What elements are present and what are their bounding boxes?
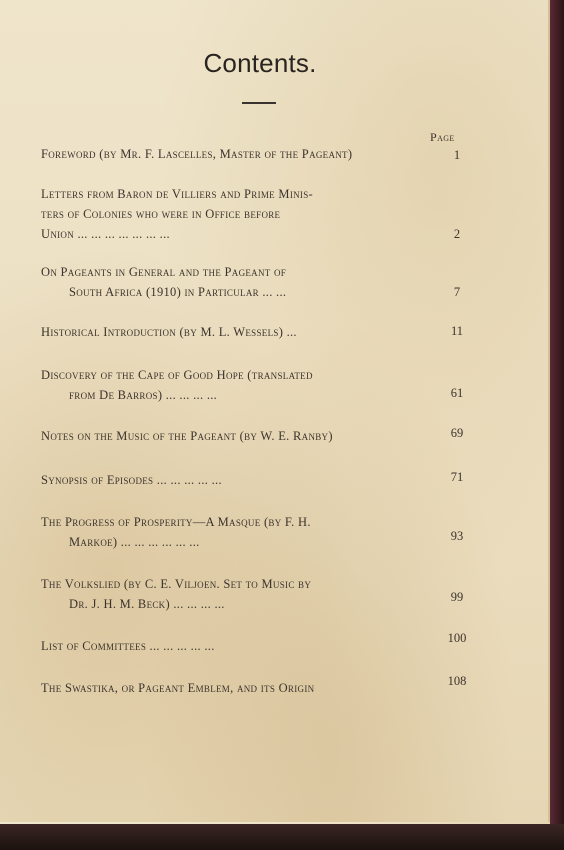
toc-page-number: 93 xyxy=(450,529,464,543)
toc-entry-swastika xyxy=(41,678,436,698)
toc-page-number: 100 xyxy=(447,631,467,645)
toc-page-number: 7 xyxy=(453,285,461,299)
toc-entry-text: Historical Introduction (by M. L. Wessels) ... xyxy=(41,325,297,339)
toc-entry-text: List of Committees ... ... ... ... ... xyxy=(41,639,215,653)
toc-entry-text: The Swastika, or Pageant Emblem, and its Origin xyxy=(41,681,315,695)
page-column-header: Page xyxy=(430,130,455,144)
book-cover-edge xyxy=(550,0,564,850)
toc-entry-text: The Progress of Prosperity—A Masque (by F. H. xyxy=(41,515,311,529)
toc-entry-text: South Africa (1910) in Particular ... ... xyxy=(69,285,287,299)
toc-page-number: 11 xyxy=(450,324,464,338)
toc-entry-pageants xyxy=(41,262,436,302)
toc-entry-text: Markoe) ... ... ... ... ... ... xyxy=(69,535,200,549)
toc-entry-volkslied xyxy=(41,574,436,614)
toc-entry-text: Letters from Baron de Villiers and Prime Minis- xyxy=(41,187,313,201)
toc-entry-progress-of-prosperity xyxy=(41,512,436,552)
toc-page-number: 61 xyxy=(450,386,464,400)
toc-entry-discovery xyxy=(41,365,436,405)
toc-entry-letters xyxy=(41,184,436,244)
toc-page-number: 71 xyxy=(450,470,464,484)
toc-page-number: 1 xyxy=(453,148,461,162)
title-rule xyxy=(242,102,276,104)
toc-entry-text: On Pageants in General and the Pageant of xyxy=(41,265,287,279)
toc-entry-historical-introduction xyxy=(41,322,436,342)
toc-page-number: 69 xyxy=(450,426,464,440)
toc-entry-text: from De Barros) ... ... ... ... xyxy=(69,388,218,402)
toc-entry-music-notes xyxy=(41,426,436,446)
toc-entry-text: Notes on the Music of the Pageant (by W. E. Ranby) xyxy=(41,429,333,443)
toc-page-number: 2 xyxy=(453,227,461,241)
toc-page-number: 108 xyxy=(447,674,467,688)
toc-entry-committees xyxy=(41,636,436,656)
toc-entry-text: Foreword (by Mr. F. Lascelles, Master of the Pageant) xyxy=(41,147,353,161)
toc-entry-text: ters of Colonies who were in Office before xyxy=(41,207,281,221)
toc-entry-text: The Volkslied (by C. E. Viljoen. Set to Music by xyxy=(41,577,312,591)
toc-entry-text: Discovery of the Cape of Good Hope (translated xyxy=(41,368,313,382)
book-bottom-edge xyxy=(0,824,564,850)
toc-entry-text: Union ... ... ... ... ... ... ... xyxy=(41,227,170,241)
toc-entry-text: Dr. J. H. M. Beck) ... ... ... ... xyxy=(69,597,225,611)
toc-page-number: 99 xyxy=(450,590,464,604)
page-title: Contents. xyxy=(203,48,317,78)
toc-entry-foreword xyxy=(41,144,436,164)
toc-entry-text: Synopsis of Episodes ... ... ... ... ... xyxy=(41,473,222,487)
toc-entry-synopsis xyxy=(41,470,436,490)
